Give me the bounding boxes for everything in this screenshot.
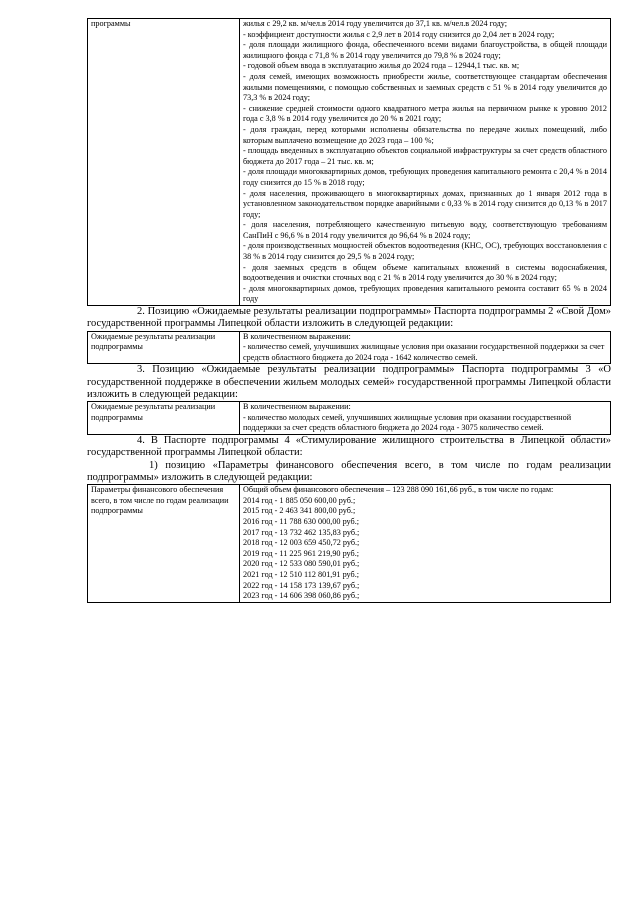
table-left-label: Параметры финансового обеспечения всего, в том числе по годам реализации подпрограммы [91,485,229,516]
list-item: - годовой объем ввода в эксплуатацию жилья до 2024 года – 12944,1 тыс. кв. м; [243,61,520,71]
list-item: В количественном выражении: [243,331,351,341]
list-item: - площадь введенных в эксплуатацию объектов социальной инфраструктуры за счет средств областного бюджета до 2017 года – 21 тыс. кв. м; [243,146,607,166]
expected-results-table-subprogram-2 [87,331,611,365]
list-item: 2017 год - 13 732 462 135,83 руб.; [243,527,360,537]
paragraph-5: 1) позицию «Параметры финансового обеспечения всего, в том числе по годам реализации подпрограммы» изложить в следующей редакции: [87,459,611,483]
list-item: - доля населения, проживающего в многоквартирных домах, признанных до 1 января 2012 года в установленном законодательством порядке аварийными с 0,33 % в 2014 году снизится до 0,13 % в 2017 году; [243,188,607,219]
list-item: - доля площади многоквартирных домов, требующих проведения капитального ремонта с 20,4 % в 2014 году снизится до 15 % в 2018 году; [243,167,607,187]
list-item: В количественном выражении: [243,402,351,412]
table-right-cell [240,485,611,603]
table-left-cell [88,485,240,603]
list-item: - доля граждан, перед которыми исполнены обязательства по передаче жилых помещений, либо которым выплачено возмещение до 2023 года – 100 %; [243,124,607,145]
list-item: 2022 год - 14 158 173 139,67 руб.; [243,580,360,590]
list-item: - доля многоквартирных домов, требующих проведения капитального ремонта составит 65 % в 2024 году [243,283,607,304]
table-left-label: Ожидаемые результаты реализации подпрограммы [91,402,216,422]
list-item: - коэффициент доступности жилья с 2,9 лет в 2014 году снизится до 2,04 лет в 2024 году; [243,29,555,39]
list-item: - доля семей, имеющих возможность приобрести жилье, соответствующее стандартам обеспечения жилыми помещениями, с помощью собственных и заемных средств с 51 % в 2014 году увеличится до 73,3 % в 2024 году; [243,71,607,103]
list-item: 2016 год - 11 788 630 000,00 руб.; [243,517,360,527]
list-item: - доля производственных мощностей объектов водоотведения (КНС, ОС), требующих восстановления с 38 % в 2014 году снизится до 29,5 % в 2024 году; [243,241,607,262]
table-right-cell [240,402,611,435]
financing-table-subprogram-4 [87,484,611,603]
table-left-cell [88,402,240,435]
table-left-label: Ожидаемые результаты реализации подпрограммы [91,331,216,352]
list-item: 2020 год - 12 533 080 590,01 руб.; [243,559,360,569]
list-item: - доля заемных средств в общем объеме капитальных вложений в системы водоснабжения, водоотведения и очистки сточных вод с 21 % в 2014 году увеличится до 30 % в 2024 году; [243,262,607,283]
table-left-label: программы [91,19,131,28]
table-right-cell [240,19,611,306]
list-item: 2015 год - 2 463 341 800,00 руб.; [243,506,356,516]
table-left-cell [88,19,240,306]
paragraph-3: 3. Позицию «Ожидаемые результаты реализации подпрограммы» Паспорта подпрограммы 3 «О государственной поддержке в обеспечении жильем молодых семей» государственной программы Липецкой области изложить в следующей редакции: [87,364,611,400]
list-item: - количество семей, улучшивших жилищные условия при оказании государственной поддержки за счет средств областного бюджета до 2024 года - 1642 количество семей. [243,342,605,362]
table-right-cell [240,331,611,364]
expected-results-table-subprogram-3 [87,401,611,435]
list-item: - снижение средней стоимости одного квадратного метра жилья на первичном рынке к уровню 2012 года с 3,8 % в 2014 году увеличится до 20 % в 2021 году; [243,103,607,124]
expected-results-table-program [87,18,611,306]
paragraph-2: 2. Позицию «Ожидаемые результаты реализации подпрограммы» Паспорта подпрограммы 2 «Свой Дом» государственной программы Липецкой области изложить в следующей редакции: [87,306,611,330]
list-item: Общий объем финансового обеспечения – 123 288 090 161,66 руб., в том числе по годам: [243,485,554,495]
list-item: 2019 год - 11 225 961 219,90 руб.; [243,548,360,558]
list-item: - количество молодых семей, улучшивших жилищные условия при оказании государственной поддержки за счет средств областного бюджета до 2024 года - 3075 количество семей. [243,412,572,433]
table-left-cell [88,331,240,364]
document-page [87,18,611,603]
list-item: 2023 год - 14 606 398 060,86 руб.; [243,591,360,601]
list-item: - доля площади жилищного фонда, обеспеченного всеми видами благоустройства, в общей площади жилищного фонда с 71,8 % в 2014 году увеличится до 79,8 % в 2024 году; [243,40,607,60]
list-item: 2018 год - 12 003 659 450,72 руб.; [243,538,360,548]
list-item: - доля населения, потребляющего качественную питьевую воду, соответствующую требованиям СанПиН с 96,6 % в 2014 году увеличится до 96,64 % в 2024 году; [243,220,607,240]
paragraph-4: 4. В Паспорте подпрограммы 4 «Стимулирование жилищного строительства в Липецкой области» государственной программы Липецкой области: [87,435,611,459]
list-item: 2014 год - 1 885 050 600,00 руб.; [243,495,356,505]
list-item: 2021 год - 12 510 112 801,91 руб.; [243,570,360,580]
list-item: жилья с 29,2 кв. м/чел.в 2014 году увеличится до 37,1 кв. м/чел.в 2024 году; [243,19,508,28]
